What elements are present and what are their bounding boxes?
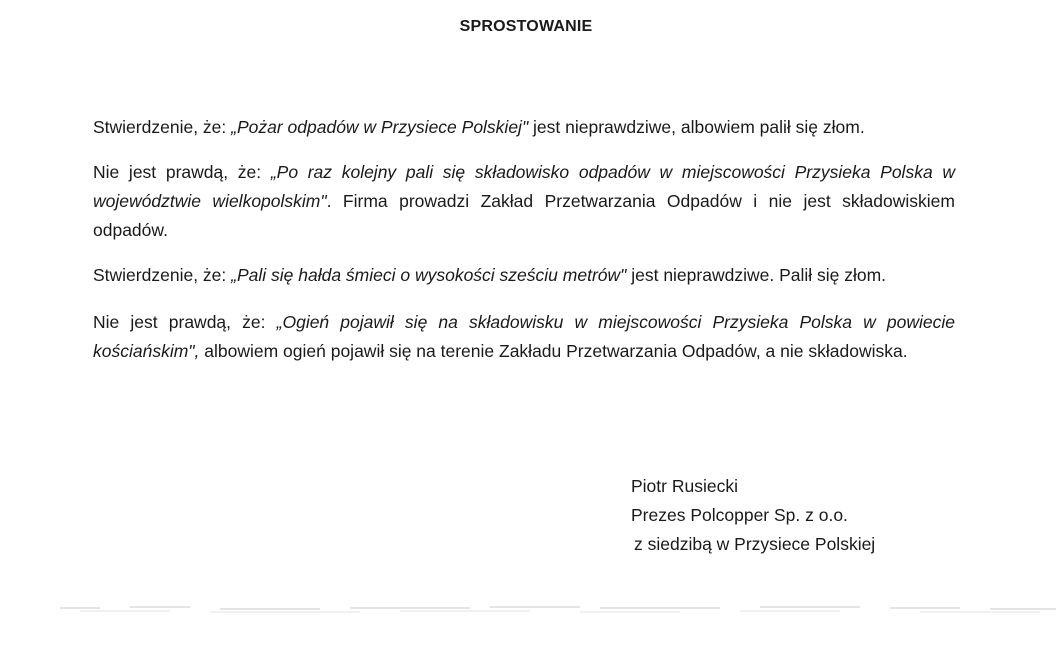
document-title: SPROSTOWANIE [459,18,593,35]
paragraph-4-lead: Nie jest prawdą, że: [93,312,277,332]
paragraph-2 [93,158,955,245]
signature-location: z siedzibą w Przysiece Polskiej [634,534,876,554]
signature-block [631,472,875,559]
paragraph-4-rest: albowiem ogień pojawił się na terenie Zakładu Przetwarzania Odpadów, a nie składowiska. [199,341,908,361]
document-body [93,113,955,382]
signature-position: Prezes Polcopper Sp. z o.o. [631,505,848,525]
scan-artifact-line [60,602,1056,618]
signature-name: Piotr Rusiecki [631,476,738,496]
paragraph-2-rest: . Firma prowadzi Zakład Przetwarzania Odpadów i nie jest składowiskiem odpadów. [93,191,955,240]
paragraph-3-lead: Stwierdzenie, że: [93,265,232,285]
paragraph-3-rest: jest nieprawdziwe. Palił się złom. [626,265,887,285]
paragraph-1-lead: Stwierdzenie, że: [93,117,232,137]
paragraph-1 [93,113,955,142]
paragraph-4 [93,308,955,366]
paragraph-2-quote: „Po raz kolejny pali się składowisko odpadów w miejscowości Przysieka Polska w województwie wielkopolskim" [93,162,955,211]
paragraph-1-quote: „Pożar odpadów w Przysiece Polskiej" [231,117,529,137]
paragraph-3 [93,261,955,290]
paragraph-1-rest: jest nieprawdziwe, albowiem palił się złom. [528,117,865,137]
paragraph-3-quote: „Pali się hałda śmieci o wysokości sześciu metrów" [231,265,627,285]
paragraph-2-lead: Nie jest prawdą, że: [93,162,271,182]
paragraph-4-quote: „Ogień pojawił się na składowisku w miejscowości Przysieka Polska w powiecie kościańskim", [93,312,956,361]
